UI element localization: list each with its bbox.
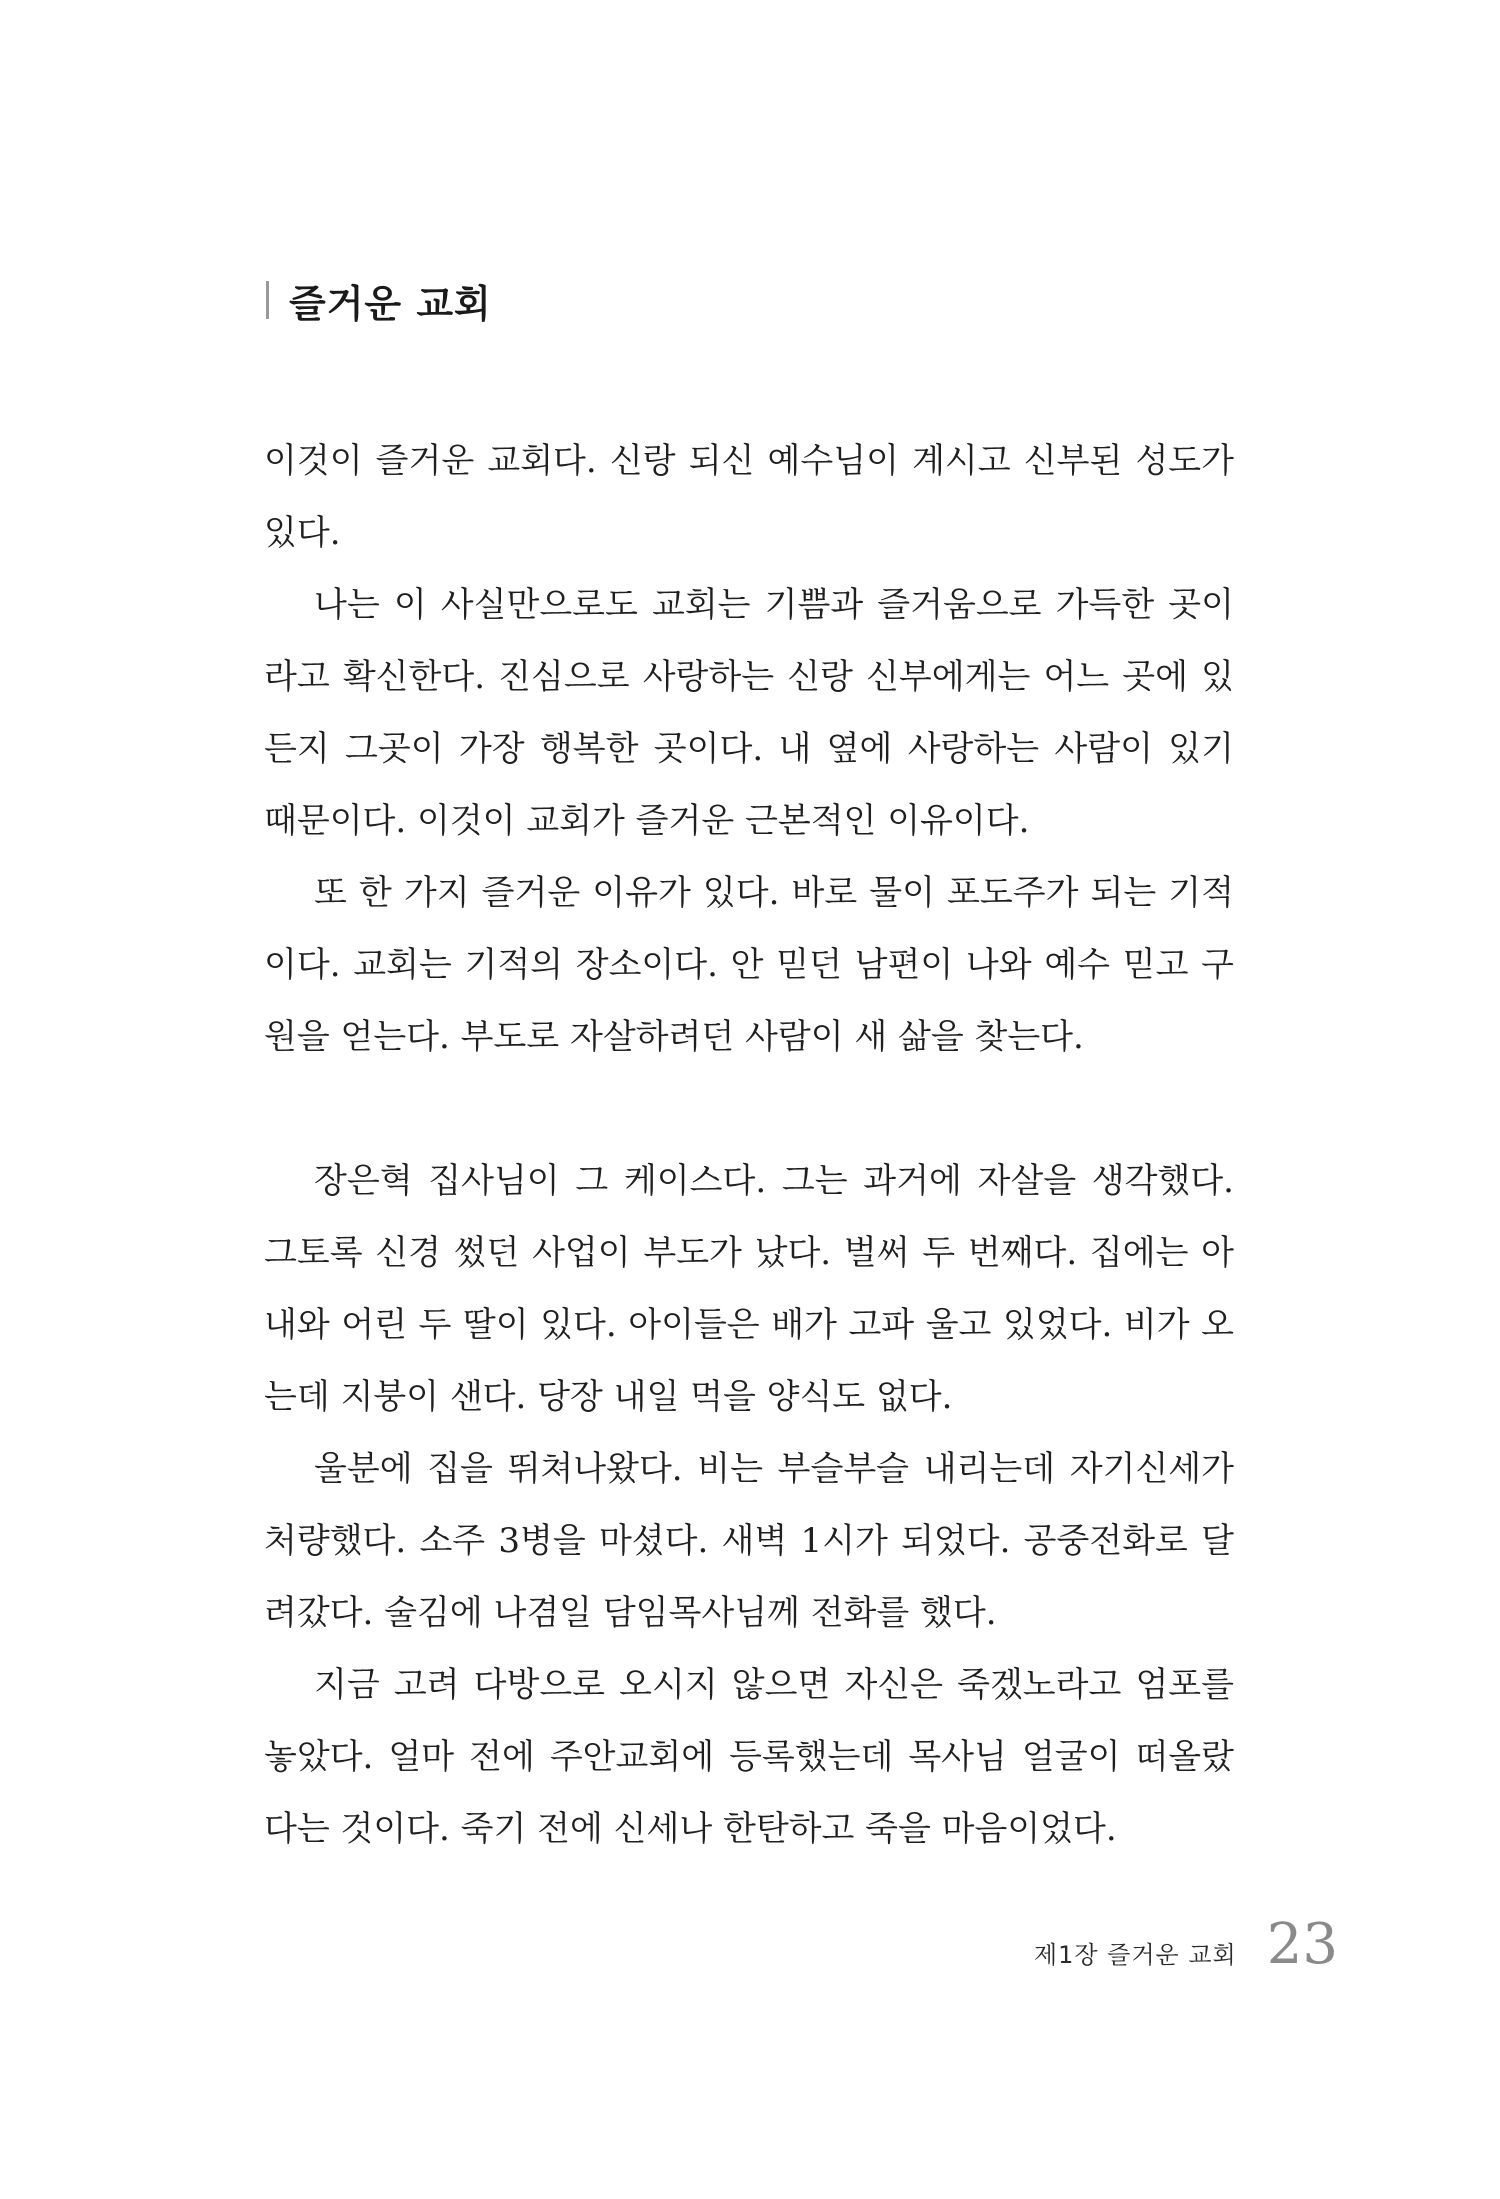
paragraph-gap [264,1073,1234,1145]
section-title: 즐거운 교회 [289,281,492,326]
body-text [264,425,1234,1865]
paragraph: 장은혁 집사님이 그 케이스다. 그는 과거에 자살을 생각했다. 그토록 신경 썼던 사업이 부도가 났다. 벌써 두 번째다. 집에는 아내와 어린 두 딸이 있다. 아이들은 배가 고파 울고 있었다. 비가 오는데 지붕이 샌다. 당장 내일 먹을 양식도 없다. [264,1161,1234,1417]
paragraph: 지금 고려 다방으로 오시지 않으면 자신은 죽겠노라고 엄포를 놓았다. 얼마 전에 주안교회에 등록했는데 목사님 얼굴이 떠올랐다는 것이다. 죽기 전에 신세나 한탄하고 죽을 마음이었다. [264,1665,1234,1849]
page-number: 23 [1266,1912,1338,1977]
heading-bar [266,281,269,319]
section-heading [266,270,492,330]
paragraph: 이것이 즐거운 교회다. 신랑 되신 예수님이 계시고 신부된 성도가 있다. [264,441,1234,553]
paragraph: 나는 이 사실만으로도 교회는 기쁨과 즐거움으로 가득한 곳이라고 확신한다. 진심으로 사랑하는 신랑 신부에게는 어느 곳에 있든지 그곳이 가장 행복한 곳이다. 내 옆에 사랑하는 사람이 있기 때문이다. 이것이 교회가 즐거운 근본적인 이유이다. [264,585,1234,841]
paragraph: 울분에 집을 뛰쳐나왔다. 비는 부슬부슬 내리는데 자기신세가 처량했다. 소주 3병을 마셨다. 새벽 1시가 되었다. 공중전화로 달려갔다. 술김에 나겸일 담임목사님께 전화를 했다. [264,1449,1234,1633]
chapter-label: 제1장 즐거운 교회 [1033,1941,1237,1969]
paragraph: 또 한 가지 즐거운 이유가 있다. 바로 물이 포도주가 되는 기적이다. 교회는 기적의 장소이다. 안 믿던 남편이 나와 예수 믿고 구원을 얻는다. 부도로 자살하려던 사람이 새 삶을 찾는다. [264,873,1234,1057]
running-footer [1034,1912,1338,1977]
